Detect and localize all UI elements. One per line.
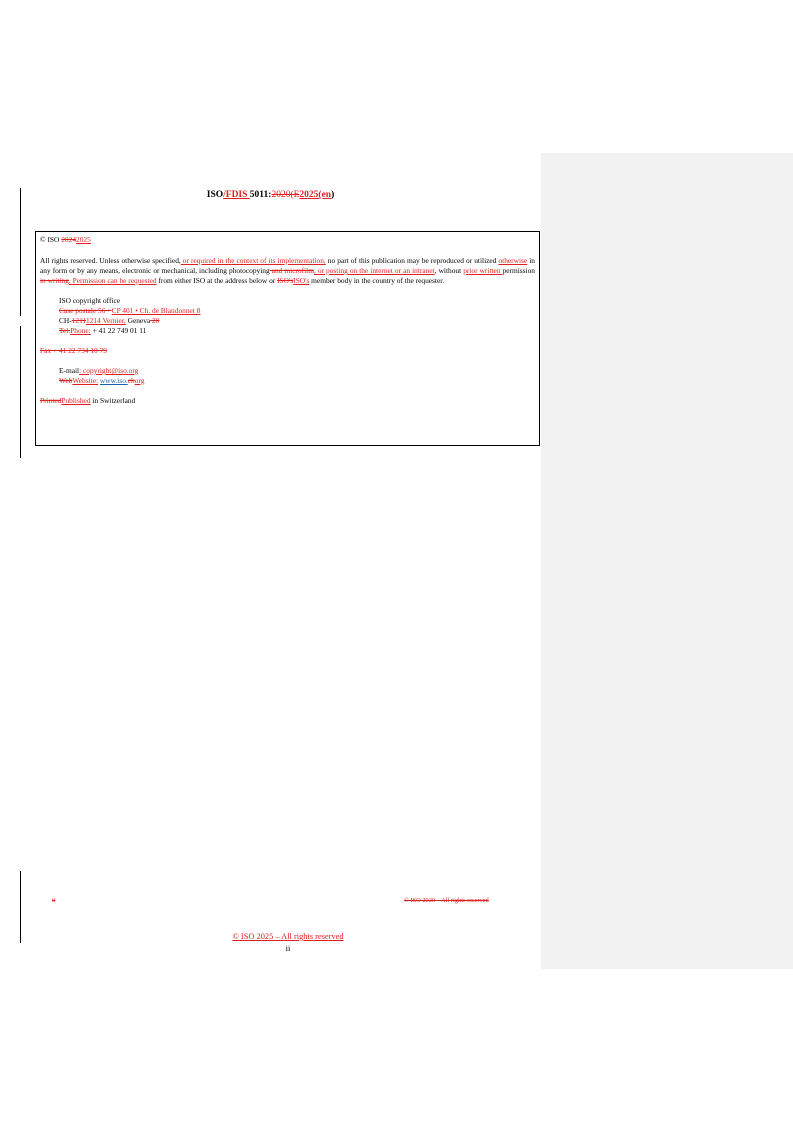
address-website: WebWebsite: www.iso.chorg bbox=[59, 376, 145, 385]
header-number: 5011: bbox=[249, 190, 272, 200]
header-close: ) bbox=[331, 190, 335, 200]
address-phone: Tel.Phone: + 41 22 749 01 11 bbox=[59, 326, 147, 335]
address-street: Case postale 56 • CP 401 • Ch. de Blandonnet 8 bbox=[59, 306, 201, 315]
address-fax-deleted: Fax + 41 22 734 10 79 bbox=[40, 346, 107, 355]
footer-page-number: ii bbox=[285, 944, 291, 953]
copyright-box bbox=[35, 231, 540, 446]
header-year-inserted: 2025(en bbox=[299, 190, 332, 200]
website-link[interactable]: www.iso. bbox=[99, 376, 128, 385]
footer-page-deleted: ii bbox=[52, 898, 56, 904]
copyright-year-deleted: 2024 bbox=[61, 235, 77, 244]
address-email: E-mail: copyright@iso.org bbox=[59, 366, 139, 375]
comment-pane bbox=[541, 153, 793, 969]
footer-copyright-inserted: © ISO 2025 – All rights reserved bbox=[232, 932, 344, 941]
change-bar-mid bbox=[20, 326, 21, 458]
footer-copyright-deleted: © ISO 2020 – All rights reserved bbox=[404, 897, 489, 904]
rights-paragraph: All rights reserved. Unless otherwise specified, or required in the context of its implementation, no part of this publication may be reproduced or utilized otherwise in any form or by any means, electronic or mechanical, including photocopying and microfilm, or posting on the internet or an intranet, without prior written permission in writing. Permission can be requested from either ISO at the address below or ISO'sISO's member body in the country of the requester. bbox=[40, 256, 535, 285]
footer-center bbox=[0, 931, 576, 955]
address-office: ISO copyright office bbox=[59, 296, 121, 305]
copyright-year-inserted: 2025 bbox=[76, 235, 91, 244]
published-line: PrintedPublished in Switzerland bbox=[40, 396, 136, 405]
copyright-prefix: © ISO bbox=[40, 235, 62, 244]
document-header bbox=[0, 190, 541, 200]
header-year-deleted: 2020(E bbox=[271, 190, 300, 200]
change-bar-top bbox=[20, 188, 21, 316]
header-fdis-inserted: /FDIS bbox=[223, 190, 250, 200]
address-city: CH-12111214 Vernier, Geneva 20 bbox=[59, 316, 160, 325]
copyright-line bbox=[40, 235, 535, 245]
header-iso: ISO bbox=[206, 190, 224, 200]
